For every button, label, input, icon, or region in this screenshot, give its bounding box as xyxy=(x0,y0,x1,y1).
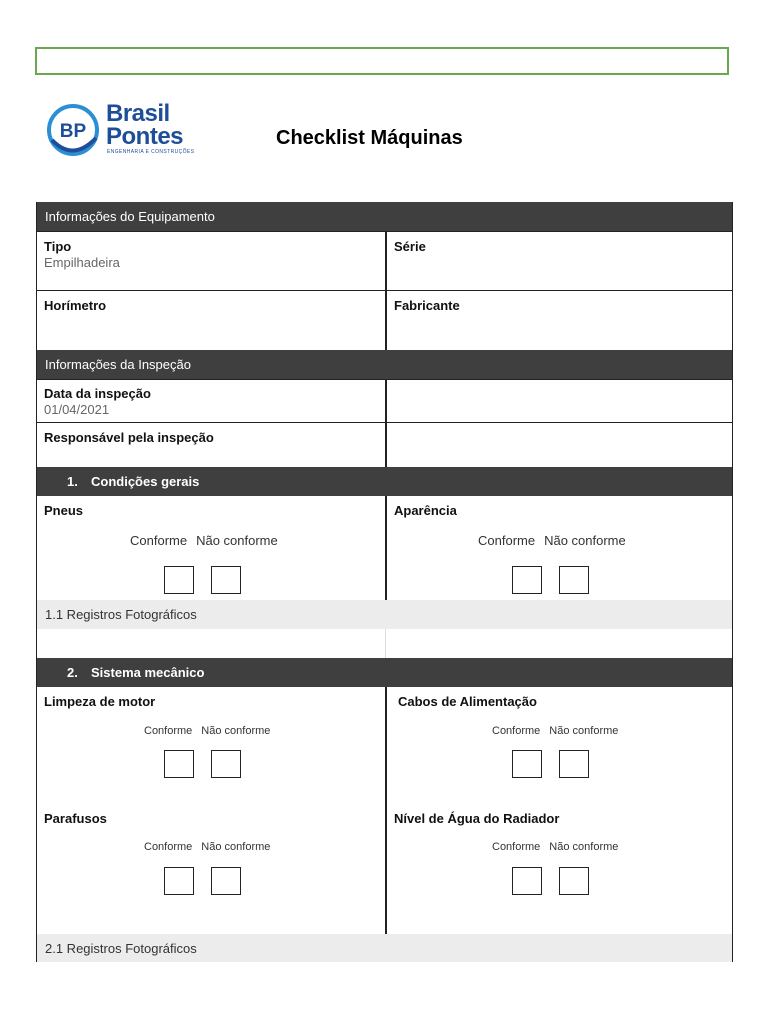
section-header-2 xyxy=(37,658,732,687)
section1-items-row xyxy=(37,496,732,600)
pneus-nao-conforme-checkbox[interactable] xyxy=(211,566,241,594)
bp-logo-icon xyxy=(44,100,104,160)
fabricante-field[interactable] xyxy=(385,291,732,350)
date-label: Data da inspeção xyxy=(44,386,151,401)
section-number: 1. xyxy=(67,474,78,489)
nao-conforme-label: Não conforme xyxy=(201,725,271,737)
aparencia-conforme-checkbox[interactable] xyxy=(512,566,542,594)
parafusos-nao-conforme-checkbox[interactable] xyxy=(211,867,241,895)
serie-label: Série xyxy=(394,239,426,254)
section-header-equipment xyxy=(37,202,732,231)
cabos-conforme-checkbox[interactable] xyxy=(512,750,542,778)
photo-slot-left[interactable] xyxy=(37,629,385,658)
section-number: 2. xyxy=(67,665,78,680)
responsible-field[interactable] xyxy=(37,423,385,467)
limpeza-nao-conforme-checkbox[interactable] xyxy=(211,750,241,778)
pneus-label: Pneus xyxy=(44,503,84,518)
photos-label: 1.1 Registros Fotográficos xyxy=(45,607,197,622)
parafusos-label: Parafusos xyxy=(44,811,107,826)
conforme-label: Conforme xyxy=(492,841,541,853)
nao-conforme-label: Não conforme xyxy=(201,841,271,853)
cabos-nao-conforme-checkbox[interactable] xyxy=(559,750,589,778)
aparencia-label: Aparência xyxy=(394,503,457,518)
section2-left-column xyxy=(37,687,385,934)
aparencia-item xyxy=(385,496,732,600)
inspection-row-2 xyxy=(37,423,732,467)
top-green-frame xyxy=(35,47,729,75)
conforme-label: Conforme xyxy=(130,533,188,548)
section-title: Informações da Inspeção xyxy=(45,357,191,372)
cabos-options xyxy=(492,725,618,737)
nao-conforme-label: Não conforme xyxy=(549,725,619,737)
checklist-form xyxy=(36,202,733,962)
tipo-label: Tipo xyxy=(44,239,72,254)
tipo-field[interactable] xyxy=(37,232,385,290)
section-title: Condições gerais xyxy=(91,474,200,489)
horimetro-field[interactable] xyxy=(37,291,385,350)
tipo-value: Empilhadeira xyxy=(44,255,120,270)
section-title: Sistema mecânico xyxy=(91,665,205,680)
serie-field[interactable] xyxy=(385,232,732,290)
page-title: Checklist Máquinas xyxy=(276,127,463,149)
section2-items xyxy=(37,687,732,934)
nivel-agua-label: Nível de Água do Radiador xyxy=(394,811,560,826)
parafusos-conforme-checkbox[interactable] xyxy=(164,867,194,895)
nao-conforme-label: Não conforme xyxy=(549,841,619,853)
photos-label: 2.1 Registros Fotográficos xyxy=(45,940,197,956)
pneus-conforme-checkbox[interactable] xyxy=(164,566,194,594)
date-field[interactable] xyxy=(37,380,385,422)
inspection-row-1 xyxy=(37,379,732,423)
brand-name-line1: Brasil xyxy=(106,100,170,127)
limpeza-motor-label: Limpeza de motor xyxy=(44,694,156,709)
nivel-agua-options xyxy=(492,841,618,853)
section1-photos-area xyxy=(37,629,732,658)
conforme-label: Conforme xyxy=(144,725,193,737)
conforme-label: Conforme xyxy=(492,725,541,737)
section2-photos-row xyxy=(37,934,732,962)
aparencia-nao-conforme-checkbox[interactable] xyxy=(559,566,589,594)
limpeza-options xyxy=(144,725,270,737)
horimetro-label: Horímetro xyxy=(44,298,107,313)
logo-initials: BP xyxy=(59,121,87,142)
section2-right-column xyxy=(385,687,732,934)
date-value-cell[interactable] xyxy=(385,380,732,422)
nao-conforme-label: Não conforme xyxy=(544,533,626,548)
section-header-inspection xyxy=(37,350,732,379)
fabricante-label: Fabricante xyxy=(394,298,460,313)
responsible-value-cell[interactable] xyxy=(385,423,732,467)
nivel-agua-nao-conforme-checkbox[interactable] xyxy=(559,867,589,895)
conforme-label: Conforme xyxy=(144,841,193,853)
equipment-row-1 xyxy=(37,231,732,291)
nivel-agua-conforme-checkbox[interactable] xyxy=(512,867,542,895)
pneus-item xyxy=(37,496,385,600)
responsible-label: Responsável pela inspeção xyxy=(44,430,214,445)
section-header-1 xyxy=(37,467,732,496)
parafusos-options xyxy=(144,841,270,853)
brand-logo xyxy=(44,100,204,160)
equipment-row-2 xyxy=(37,291,732,350)
photo-slot-right[interactable] xyxy=(385,629,732,658)
nao-conforme-label: Não conforme xyxy=(196,533,278,548)
aparencia-options xyxy=(478,533,626,548)
limpeza-conforme-checkbox[interactable] xyxy=(164,750,194,778)
date-value: 01/04/2021 xyxy=(44,402,110,417)
pneus-options xyxy=(130,533,278,548)
section1-photos-row xyxy=(37,600,732,629)
brand-name-line2: Pontes xyxy=(106,123,184,150)
conforme-label: Conforme xyxy=(478,533,536,548)
cabos-alimentacao-label: Cabos de Alimentação xyxy=(398,694,537,709)
section-title: Informações do Equipamento xyxy=(45,209,215,224)
brand-tagline: ENGENHARIA E CONSTRUÇÕES xyxy=(107,149,195,155)
